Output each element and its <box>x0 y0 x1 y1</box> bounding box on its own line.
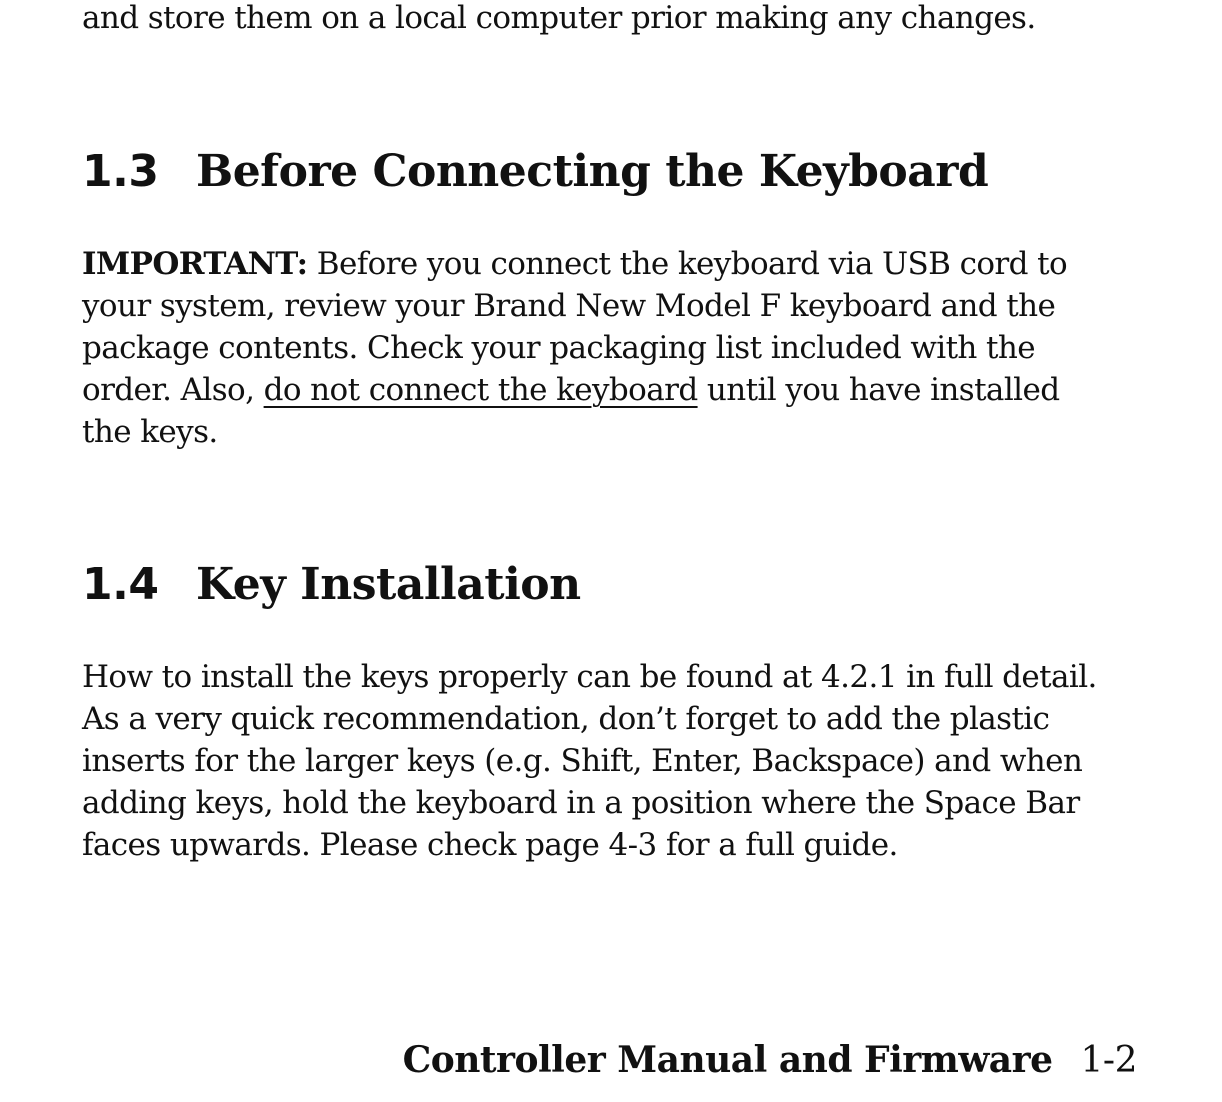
section-1-4-line-4: adding keys, hold the keyboard in a position where the Space Bar <box>82 785 1080 821</box>
page-footer <box>403 1036 1137 1085</box>
section-1-4-line-5: faces upwards. Please check page 4-3 for a full guide. <box>82 827 898 863</box>
section-1-3-line-4-end: until you have installed <box>706 372 1060 408</box>
section-1-3-heading <box>82 144 988 200</box>
section-1-4-line-2: As a very quick recommendation, don’t forget to add the plastic <box>82 701 1050 737</box>
section-1-3-line-4-start: order. Also, <box>82 372 255 408</box>
section-1-3-line-4 <box>82 369 1059 411</box>
do-not-connect-warning: do not connect the keyboard <box>263 372 698 408</box>
section-1-3-line-2: your system, review your Brand New Model F keyboard and the <box>82 288 1056 324</box>
page-number: 1-2 <box>1080 1040 1137 1081</box>
section-1-3-line-3: package contents. Check your packaging list included with the <box>82 330 1036 366</box>
section-1-4-number: 1.4 <box>82 559 159 610</box>
section-1-3-line-1 <box>82 243 1067 285</box>
section-1-3-line-1-text: Before you connect the keyboard via USB cord to <box>316 246 1068 282</box>
intro-tail-text: and store them on a local computer prior making any changes. <box>82 0 1036 36</box>
section-1-3-line-5: the keys. <box>82 414 218 450</box>
footer-title: Controller Manual and Firmware <box>402 1039 1053 1081</box>
section-1-4-line-1: How to install the keys properly can be found at 4.2.1 in full detail. <box>82 659 1097 695</box>
section-1-4-title: Key Installation <box>196 559 581 610</box>
section-1-4-heading <box>82 557 581 613</box>
section-1-4-line-3: inserts for the larger keys (e.g. Shift, Enter, Backspace) and when <box>82 743 1083 779</box>
section-1-3-title: Before Connecting the Keyboard <box>196 146 989 197</box>
important-label: IMPORTANT: <box>82 246 308 282</box>
section-1-3-number: 1.3 <box>82 146 159 197</box>
